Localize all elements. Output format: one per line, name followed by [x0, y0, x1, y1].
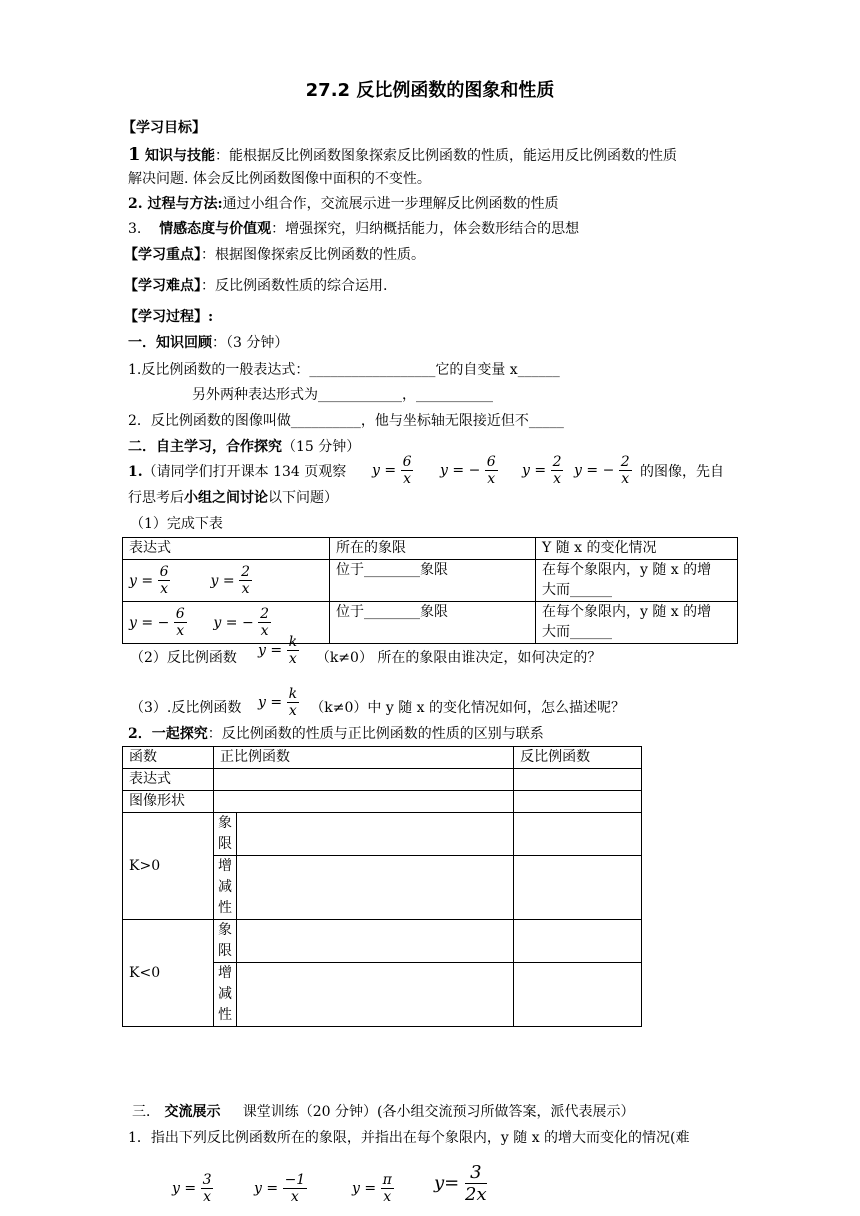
task1-line2b: 小组之间讨论 — [184, 490, 268, 506]
denominator: x — [260, 623, 269, 639]
task1-tail: 的图像，先自 — [640, 464, 724, 480]
numerator: 2 — [241, 564, 251, 580]
sec3-label: 交流展示 — [164, 1104, 221, 1120]
table-row — [123, 602, 738, 644]
sub-label: 象限 — [214, 813, 237, 856]
equation-y-6-x — [372, 454, 413, 487]
numerator: 6 — [486, 454, 496, 470]
denominator: x — [241, 581, 250, 597]
change-cell — [536, 602, 738, 644]
task1-line2c: 以下问题） — [268, 490, 338, 506]
diff-label: 【学习难点】 — [124, 278, 201, 294]
denominator: x — [176, 623, 185, 639]
denominator: x — [403, 471, 411, 487]
fraction — [465, 1162, 487, 1205]
eq-equals: = — [266, 1180, 279, 1197]
sub-label: 象限 — [214, 920, 237, 963]
table-cell — [237, 920, 514, 963]
question-2: 2．反比例函数的图像叫做__________，他与坐标轴无限接近但不_____ — [128, 413, 564, 429]
table-cell — [514, 791, 642, 813]
eq-equals: = — [270, 642, 283, 659]
eq-y: y — [213, 614, 222, 631]
fraction — [287, 686, 299, 719]
eq-y: y — [129, 614, 137, 631]
quadrant-table — [122, 537, 738, 644]
goal1-text-cont: 解决问题. 体会反比例函数图像中面积的不变性。 — [128, 171, 431, 187]
table-cell — [514, 963, 642, 1027]
eq-equals: = — [184, 1180, 197, 1197]
sec1-label: 一．知识回顾 — [128, 335, 212, 351]
sub3-text-b: （k≠0）中 y 随 x 的变化情况如何，怎么描述呢？ — [310, 700, 625, 716]
eq-minus: − — [602, 462, 615, 479]
equation-y-neg1-x — [254, 1172, 307, 1205]
comparison-table — [122, 746, 642, 1027]
eq-y: y — [258, 642, 266, 659]
eq-y: y — [574, 462, 582, 479]
change-text-1: 在每个象限内，y 随 x 的增 — [542, 604, 712, 620]
sub-question-1: （1）完成下表 — [130, 516, 223, 532]
goal3-text: ：增强探究，归纳概括能力，体会数形结合的思想 — [271, 221, 580, 237]
numerator: π — [382, 1172, 392, 1188]
eq-equals: = — [225, 614, 238, 631]
table-cell — [237, 813, 514, 856]
key-label: 【学习重点】 — [124, 247, 201, 263]
table-row — [123, 813, 642, 856]
row-label: K<0 — [123, 920, 214, 1027]
numerator: 6 — [175, 606, 185, 622]
table-cell — [514, 856, 642, 920]
table-cell — [237, 963, 514, 1027]
numerator: 3 — [202, 1172, 212, 1188]
table-row — [123, 791, 642, 813]
numerator: 3 — [465, 1162, 487, 1184]
eq-minus: − — [157, 614, 170, 631]
equation-y-k-x — [258, 634, 299, 667]
denominator: 2x — [465, 1184, 487, 1205]
table-cell — [237, 856, 514, 920]
fraction — [158, 564, 171, 597]
task-1-line1 — [128, 462, 346, 482]
eq-y: y — [254, 1180, 262, 1197]
table-header: 正比例函数 — [214, 747, 514, 769]
fraction — [619, 454, 632, 487]
equation-y-k-x — [258, 686, 299, 719]
equation-y-neg2-x — [574, 454, 632, 487]
sec2-label: 二．自主学习，合作探究 — [128, 439, 282, 455]
denominator: x — [288, 651, 297, 667]
sub-label: 增减性 — [214, 856, 237, 920]
task2-text: ：反比例函数的性质与正比例函数的性质的区别与联系 — [207, 726, 544, 742]
table-header: Y 随 x 的变化情况 — [536, 538, 738, 560]
table-header: 所在的象限 — [330, 538, 536, 560]
denominator: x — [160, 581, 168, 597]
eq-equals: = — [364, 1180, 377, 1197]
goal-1 — [128, 145, 677, 166]
denominator: x — [203, 1189, 211, 1205]
change-text-1: 在每个象限内，y 随 x 的增 — [542, 562, 712, 578]
task-2 — [128, 724, 544, 744]
sub3-text-a: （3）.反比例函数 — [130, 700, 242, 716]
denominator: x — [290, 1189, 299, 1205]
goals-header: 【学习目标】 — [122, 120, 206, 136]
equation-y-3-2x — [434, 1162, 487, 1205]
denominator: x — [487, 471, 496, 487]
fraction — [485, 454, 498, 487]
sub2-text-a: （2）反比例函数 — [130, 650, 237, 666]
numerator: 2 — [552, 454, 562, 470]
eq-equals: = — [141, 572, 154, 589]
eq-equals: = — [534, 462, 547, 479]
goal1-label: 知识与技能 — [144, 148, 215, 164]
sub-question-3 — [130, 698, 625, 718]
fraction — [287, 634, 299, 667]
denominator: x — [553, 471, 561, 487]
sub-label: 增减性 — [214, 963, 237, 1027]
equation-y-3-x — [172, 1172, 213, 1205]
table-cell — [214, 769, 514, 791]
sec3-number: 三． — [132, 1104, 160, 1120]
numerator: k — [288, 634, 298, 650]
eq-y: y — [522, 462, 530, 479]
numerator: 2 — [260, 606, 270, 622]
eq-equals: = — [270, 694, 283, 711]
equation-y-2-x — [522, 454, 563, 487]
table-row — [123, 769, 642, 791]
goal3-number: 3. — [128, 221, 142, 237]
eq-y: y — [210, 572, 219, 589]
numerator: 6 — [159, 564, 169, 580]
eq-equals: = — [222, 572, 235, 589]
quadrant-cell: 位于________象限 — [330, 560, 536, 602]
task2-label: 2．一起探究 — [128, 726, 208, 742]
table-row — [123, 560, 738, 602]
row-label: 表达式 — [123, 769, 214, 791]
task-1-line2 — [128, 488, 338, 508]
eq-y: y — [440, 462, 448, 479]
eq-y: y — [372, 462, 380, 479]
goal3-label: 情感态度与价值观 — [159, 221, 272, 237]
diff-text: ：反比例函数性质的综合运用. — [201, 278, 388, 294]
numerator: k — [288, 686, 298, 702]
eq-equals: = — [586, 462, 599, 479]
table-header: 表达式 — [123, 538, 330, 560]
goal-2 — [128, 194, 559, 214]
row-label: K>0 — [123, 813, 214, 920]
exercise-1: 1．指出下列反比例函数所在的象限，并指出在每个象限内，y 随 x 的增大而变化的情况(难 — [128, 1130, 690, 1146]
denominator: x — [288, 703, 297, 719]
eq-equals: = — [384, 462, 397, 479]
fraction — [201, 1172, 214, 1205]
goal2-text: 通过小组合作，交流展示进一步理解反比例函数的性质 — [222, 196, 559, 212]
fraction — [401, 454, 414, 487]
denominator: x — [383, 1189, 392, 1205]
sec3-text: 课堂训练（20 分钟）(各小组交流预习所做答案，派代表展示） — [242, 1104, 635, 1120]
denominator: x — [621, 471, 630, 487]
eq-y: y — [172, 1180, 180, 1197]
sub2-text-b: （k≠0） 所在的象限由谁决定，如何决定的？ — [315, 650, 602, 666]
numerator: 2 — [620, 454, 630, 470]
eq-y: y — [129, 572, 137, 589]
question-1: 1.反比例函数的一般表达式：__________________它的自变量 x______ — [128, 362, 560, 378]
sub-question-2 — [130, 648, 601, 668]
eq-y: y — [352, 1180, 360, 1197]
section-2-heading — [128, 437, 360, 457]
quadrant-cell: 位于________象限 — [330, 602, 536, 644]
eq-equals: = — [452, 462, 465, 479]
table-cell — [514, 920, 642, 963]
task1-line2a: 行思考后 — [128, 490, 184, 506]
eq-y: y — [258, 694, 266, 711]
fraction — [239, 564, 252, 597]
table-header: 函数 — [123, 747, 214, 769]
goal2-label: 2. 过程与方法: — [128, 196, 223, 212]
equation-y-pi-x — [352, 1172, 394, 1205]
section-1-heading — [128, 333, 288, 353]
difficulty — [124, 276, 387, 296]
equation-y-neg6-x — [440, 454, 498, 487]
fraction — [551, 454, 564, 487]
eq-minus: − — [468, 462, 481, 479]
change-cell — [536, 560, 738, 602]
key-point — [124, 245, 425, 265]
question-1-cont: 另外两种表达形式为____________，___________ — [192, 387, 493, 403]
task1-prefix: 1. — [128, 464, 143, 480]
sec2-time: （15 分钟） — [282, 439, 361, 455]
row-label: 图像形状 — [123, 791, 214, 813]
goal-3 — [128, 219, 579, 239]
goal1-number: 1 — [128, 144, 141, 165]
page-title: 27.2 反比例函数的图象和性质 — [305, 80, 555, 101]
table-header: 反比例函数 — [514, 747, 642, 769]
fraction — [381, 1172, 394, 1205]
process-colon: : — [208, 309, 214, 325]
goal1-text: ：能根据反比例函数图象探索反比例函数的性质，能运用反比例函数的性质 — [214, 148, 677, 164]
eq-y: y — [434, 1172, 445, 1194]
fraction — [174, 606, 187, 639]
section-3-heading — [132, 1102, 634, 1122]
eq-equals: = — [444, 1172, 460, 1194]
numerator: 6 — [402, 454, 412, 470]
key-text: ：根据图像探索反比例函数的性质。 — [201, 247, 425, 263]
eq-equals: = — [141, 614, 154, 631]
expression-cell — [123, 560, 330, 602]
task1-text: （请同学们打开课本 134 页观察 — [142, 464, 347, 480]
table-cell — [514, 769, 642, 791]
change-text-2: 大而______ — [542, 624, 612, 640]
process-label: 【学习过程】 — [124, 309, 208, 325]
process-header — [124, 307, 213, 327]
sec1-time: ：（3 分钟） — [212, 335, 289, 351]
table-cell — [514, 813, 642, 856]
change-text-2: 大而______ — [542, 582, 612, 598]
table-cell — [214, 791, 514, 813]
eq-minus: − — [241, 614, 254, 631]
fraction — [283, 1172, 308, 1205]
table-row — [123, 920, 642, 963]
numerator: −1 — [284, 1172, 306, 1188]
